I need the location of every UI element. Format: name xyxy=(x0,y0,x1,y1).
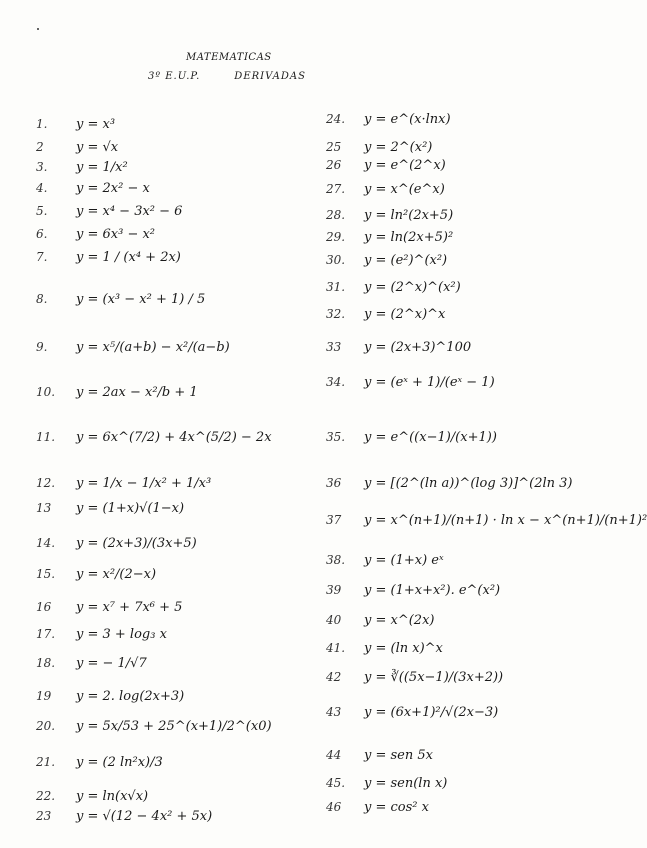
exercise-expression: y = e^(x·lnx) xyxy=(364,112,451,127)
exercise-expression: y = x^(e^x) xyxy=(364,182,445,197)
exercise-number: 35. xyxy=(326,430,346,444)
exercise-number: 33 xyxy=(326,340,342,354)
exercise-expression: y = 6x^(7/2) + 4x^(5/2) − 2x xyxy=(76,430,272,445)
exercise-expression: y = √x xyxy=(76,140,119,155)
exercise-expression: y = x^(n+1)/(n+1) · ln x − x^(n+1)/(n+1)² xyxy=(364,513,647,528)
grade-label: 3º E.U.P. xyxy=(148,71,201,82)
exercise-expression: y = − 1/√7 xyxy=(76,656,147,671)
exercise-expression: y = e^(2^x) xyxy=(364,158,446,173)
exercise-expression: y = (2x+3)/(3x+5) xyxy=(76,536,197,551)
exercise-number: 9. xyxy=(36,340,48,354)
exercise-expression: y = √(12 − 4x² + 5x) xyxy=(76,809,213,824)
exercise-expression: y = [(2^(ln a))^(log 3)]^(2ln 3) xyxy=(364,476,573,491)
exercise-expression: y = 6x³ − x² xyxy=(76,227,156,242)
exercise-number: 38. xyxy=(326,553,346,567)
exercise-number: 16 xyxy=(36,600,52,614)
exercise-expression: y = x^(2x) xyxy=(364,613,435,628)
exercise-expression: y = sen(ln x) xyxy=(364,776,448,791)
exercise-number: 26 xyxy=(326,158,342,172)
exercise-expression: y = sen 5x xyxy=(364,748,433,763)
exercise-expression: y = x³ xyxy=(76,117,116,132)
exercise-expression: y = ln(x√x) xyxy=(76,789,149,804)
exercise-number: 8. xyxy=(36,292,48,306)
exercise-number: 24. xyxy=(326,112,346,126)
exercise-number: 34. xyxy=(326,375,346,389)
exercise-number: 44 xyxy=(326,748,342,762)
subject-label: DERIVADAS xyxy=(234,71,306,82)
exercise-number: 19 xyxy=(36,689,52,703)
exercise-number: 27. xyxy=(326,182,346,196)
exercise-number: 21. xyxy=(36,755,56,769)
exercise-number: 30. xyxy=(326,253,346,267)
exercise-number: 46 xyxy=(326,800,342,814)
exercise-number: 29. xyxy=(326,230,346,244)
exercise-expression: y = x²/(2−x) xyxy=(76,567,157,582)
exercise-number: 28. xyxy=(326,208,346,222)
exercise-number: 7. xyxy=(36,250,48,264)
exercise-expression: y = 2^(x²) xyxy=(364,140,433,155)
exercise-number: 17. xyxy=(36,627,56,641)
exercise-number: 36 xyxy=(326,476,342,490)
exercise-expression: y = x⁴ − 3x² − 6 xyxy=(76,204,183,219)
exercise-number: 43 xyxy=(326,705,342,719)
exercise-expression: y = 1 / (x⁴ + 2x) xyxy=(76,250,181,265)
exercise-number: 32. xyxy=(326,307,346,321)
exercise-number: 37 xyxy=(326,513,342,527)
exercise-expression: y = x⁷ + 7x⁶ + 5 xyxy=(76,600,183,615)
exercise-expression: y = 2x² − x xyxy=(76,181,150,196)
exercise-expression: y = (2^x)^x xyxy=(364,307,446,322)
exercise-number: 6. xyxy=(36,227,48,241)
exercise-number: 45. xyxy=(326,776,346,790)
exercise-expression: y = 1/x² xyxy=(76,160,128,175)
exercise-number: 22. xyxy=(36,789,56,803)
exercise-number: 2 xyxy=(36,140,44,154)
exercise-expression: y = cos² x xyxy=(364,800,429,815)
exercise-number: 31. xyxy=(326,280,346,294)
exercise-expression: y = e^((x−1)/(x+1)) xyxy=(364,430,497,445)
exercise-expression: y = 5x/53 + 25^(x+1)/2^(x0) xyxy=(76,719,272,734)
exercise-number: 5. xyxy=(36,204,48,218)
exercise-expression: y = ∛((5x−1)/(3x+2)) xyxy=(364,670,504,685)
exercise-number: 3. xyxy=(36,160,48,174)
worksheet-title: MATEMATICAS xyxy=(186,52,272,63)
exercise-expression: y = (2x+3)^100 xyxy=(364,340,472,355)
exercise-number: 42 xyxy=(326,670,342,684)
exercise-expression: y = (2^x)^(x²) xyxy=(364,280,461,295)
left-exercise-column xyxy=(36,0,296,848)
right-exercise-column xyxy=(326,0,647,848)
exercise-number: 11. xyxy=(36,430,56,444)
exercise-expression: y = 3 + log₃ x xyxy=(76,627,167,642)
exercise-number: 25 xyxy=(326,140,342,154)
exercise-expression: y = (2 ln²x)/3 xyxy=(76,755,163,770)
exercise-number: 15. xyxy=(36,567,56,581)
exercise-number: 10. xyxy=(36,385,56,399)
exercise-number: 39 xyxy=(326,583,342,597)
exercise-expression: y = 2ax − x²/b + 1 xyxy=(76,385,198,400)
exercise-expression: y = (ln x)^x xyxy=(364,641,443,656)
exercise-number: 18. xyxy=(36,656,56,670)
exercise-number: 40 xyxy=(326,613,342,627)
exercise-expression: y = (1+x+x²). e^(x²) xyxy=(364,583,501,598)
exercise-expression: y = (e²)^(x²) xyxy=(364,253,448,268)
exercise-expression: y = 1/x − 1/x² + 1/x³ xyxy=(76,476,212,491)
exercise-expression: y = (6x+1)²/√(2x−3) xyxy=(364,705,499,720)
exercise-expression: y = x⁵/(a+b) − x²/(a−b) xyxy=(76,340,230,355)
exercise-number: 4. xyxy=(36,181,48,195)
exercise-expression: y = 2. log(2x+3) xyxy=(76,689,185,704)
exercise-expression: y = (x³ − x² + 1) / 5 xyxy=(76,292,206,307)
exercise-expression: y = ln(2x+5)² xyxy=(364,230,454,245)
exercise-number: 41. xyxy=(326,641,346,655)
exercise-number: 20. xyxy=(36,719,56,733)
exercise-number: 13 xyxy=(36,501,52,515)
exercise-expression: y = (1+x) eˣ xyxy=(364,553,444,568)
exercise-number: 23 xyxy=(36,809,52,823)
exercise-expression: y = (eˣ + 1)/(eˣ − 1) xyxy=(364,375,495,390)
exercise-expression: y = ln²(2x+5) xyxy=(364,208,454,223)
exercise-number: 1. xyxy=(36,117,48,131)
exercise-expression: y = (1+x)√(1−x) xyxy=(76,501,185,516)
exercise-number: 12. xyxy=(36,476,56,490)
exercise-number: 14. xyxy=(36,536,56,550)
